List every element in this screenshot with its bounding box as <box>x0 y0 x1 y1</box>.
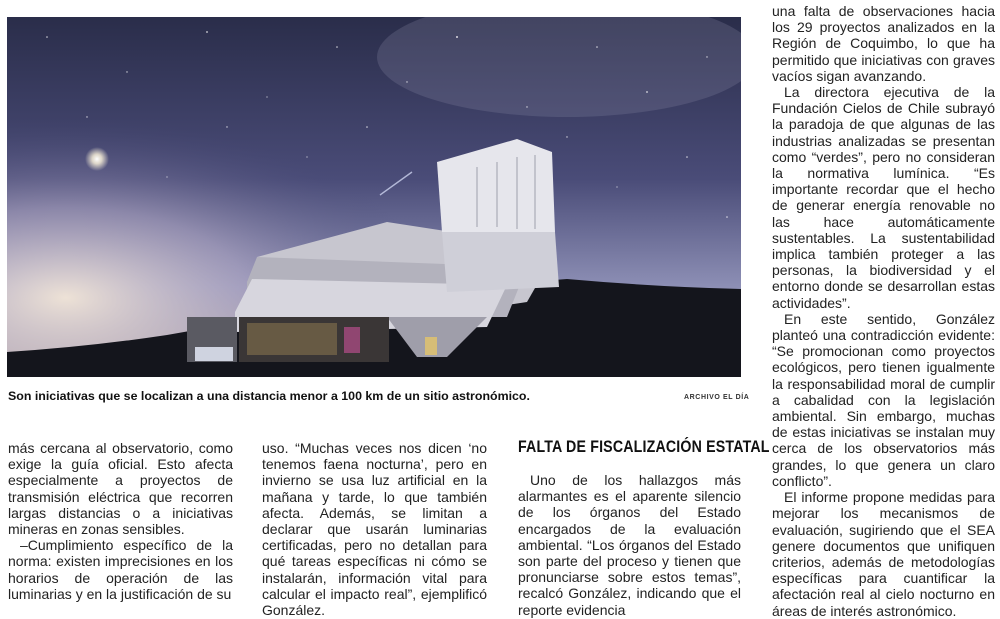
article-paragraph: La directora ejecutiva de la Fundación Cielos de Chile subrayó la paradoja de que algunas de las industrias analizadas se presentan como “verdes”, pero no consideran la normativa lumínica. “Es importante recordar que el hecho de generar energía renovable no las hace automáticamente sustentables. La sustentabilidad implica también proteger a las personas, la biodiversidad y el entorno donde se desarrollan estas actividades”. <box>772 84 995 311</box>
article-paragraph: uso. “Muchas veces nos dicen ‘no tenemos faena nocturna’, pero en invierno se usa luz artificial en la mañana y tarde, lo que también afecta. Además, se limitan a declarar que usarán luminarias certificadas, pero no detallan para qué tareas específicas ni cómo se instalarán, información vital para calcular el impacto real”, ejemplificó González. <box>262 440 487 619</box>
article-paragraph: El informe propone medidas para mejorar los mecanismos de evaluación, sugiriendo que el SEA genere documentos que unifiquen criterios, además de metodologías específicas para cuantificar la afectación real al cielo nocturno en áreas de interés astronómico. <box>772 489 995 619</box>
article-column-4 <box>772 3 995 619</box>
article-column-1 <box>8 440 233 602</box>
article-column-3 <box>518 472 741 618</box>
article-paragraph: En este sentido, González planteó una contradicción evidente: “Se promocionan como proyectos ecológicos, pero tienen igualmente la responsabilidad moral de cumplir a cabalidad con la legislación ambiental. Sin embargo, muchas de estas iniciativas se instalan muy cerca de los observatorios más grandes, lo que genera un claro conflicto”. <box>772 310 995 489</box>
article-paragraph: más cercana al observatorio, como exige la guía oficial. Esto afecta especialmente a proyectos de transmisión eléctrica que recorren largas distancias o a iniciativas mineras en zonas sensibles. <box>8 440 233 538</box>
photo-caption: Son iniciativas que se localizan a una distancia menor a 100 km de un sitio astronómico. <box>8 389 530 403</box>
article-paragraph: –Cumplimiento específico de la norma: existen imprecisiones en los horarios de operación de las luminarias y en la justificación de su <box>8 537 233 602</box>
section-subheading: FALTA DE FISCALIZACIÓN ESTATAL <box>518 438 770 456</box>
article-paragraph: una falta de observaciones hacia los 29 proyectos analizados en la Región de Coquimbo, lo que ha permitido que iniciativas con graves vacíos sigan avanzando. <box>772 3 995 84</box>
article-paragraph: Uno de los hallazgos más alarmantes es el aparente silencio de los órganos del Estado encargados de la evaluación ambiental. “Los órganos del Estado son parte del proceso y tienen que pronunciarse sobre estos temas”, recalcó González, indicando que el reporte evidencia <box>518 472 741 618</box>
observatory-night-photo <box>7 17 741 377</box>
article-photo <box>7 17 741 377</box>
article-column-2 <box>262 440 487 618</box>
photo-credit: ARCHIVO EL DÍA <box>684 394 750 401</box>
